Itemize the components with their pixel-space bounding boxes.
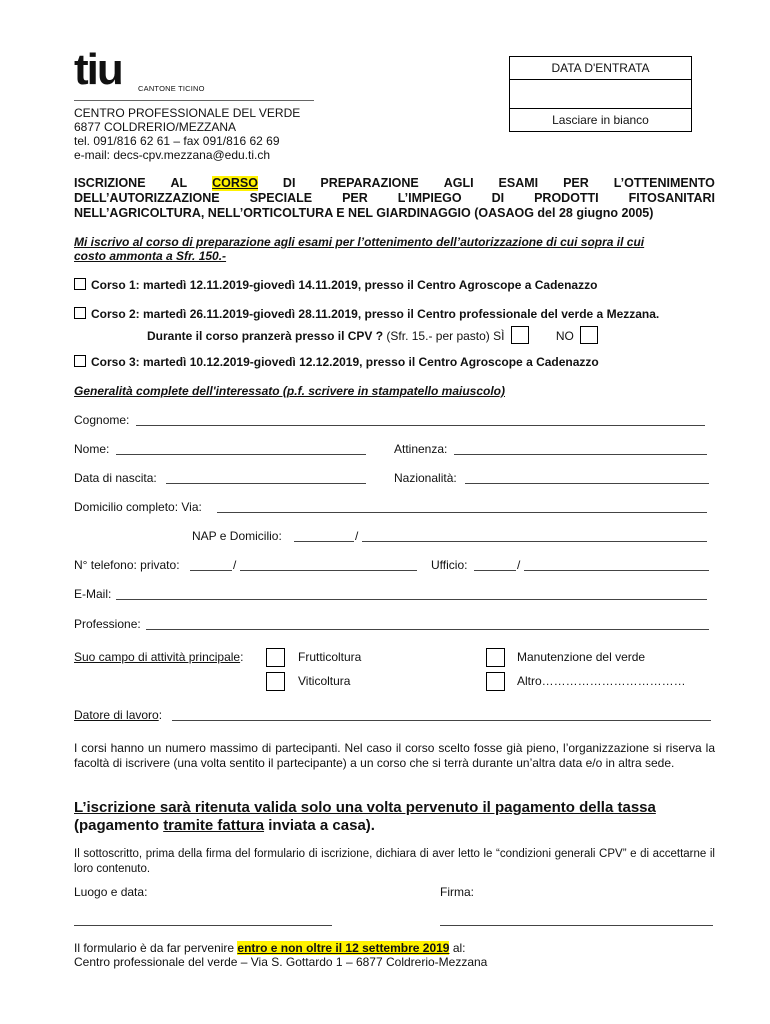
origin-input[interactable] [454,454,707,455]
title-word: ESAMI [498,176,539,190]
title-word: PREPARAZIONE [320,176,419,190]
employer-label [74,708,162,722]
title-word: DI [491,191,505,205]
email-label: E-Mail: [74,587,112,601]
profession-label: Professione: [74,617,141,631]
lunch-no-checkbox[interactable] [580,326,598,344]
course-3-checkbox[interactable] [74,355,86,367]
birthdate-input[interactable] [166,483,366,484]
employer-colon: : [158,708,163,722]
title-word: DI [282,176,296,190]
course-2-label: Corso 2: martedì 26.11.2019-giovedì 28.11.2019, presso il Centro professionale del verde a Mezzana. [91,307,660,321]
course-1-label: Corso 1: martedì 12.11.2019-giovedì 14.11.2019, presso il Centro Agroscope a Cadenazzo [91,278,598,292]
course-1-option[interactable] [74,277,597,293]
title-line: NELL’AGRICOLTURA, NELL’ORTICOLTURA E NEL GIARDINAGGIO (OASAOG del 28 giugno 2005) [74,206,654,220]
activity-field-colon: : [240,650,244,664]
street-input[interactable] [217,512,707,513]
name-input[interactable] [116,454,366,455]
payment-notice-post: inviata a casa). [264,817,375,834]
origin-label: Attinenza: [394,442,448,456]
return-address: Centro professionale del verde – Via S. Gottardo 1 – 6877 Coldrerio-Mezzana [74,955,488,969]
title-word: SPECIALE [249,191,313,205]
terms-declaration: Il sottoscritto, prima della firma del formulario di iscrizione, dichiara di aver letto le “condizioni generali CPV” e di accettarne il loro contenuto. [74,848,715,875]
intro-line: costo ammonta a Sfr. 150.- [74,249,227,263]
capacity-notice: I corsi hanno un numero massimo di partecipanti. Nel caso il corso scelto fosse già pieno, l’organizzazione si riserva la facoltà di iscrivere (una volta sentito il partecipante) a un corso che si terrà durante un’altra data e/o in altra sede. [74,741,715,770]
sender-address [74,106,300,162]
personal-data-heading: Generalità complete dell'interessato (p.f. scrivere in stampatello maiuscolo) [74,384,505,398]
place-date-input[interactable] [74,925,332,926]
phone-private-label: N° telefono: privato: [74,558,180,572]
profession-input[interactable] [146,629,709,630]
lunch-yes-label: SÌ [493,329,505,343]
address-line: CENTRO PROFESSIONALE DEL VERDE [74,106,301,120]
deadline-pre: Il formulario è da far pervenire [74,941,238,955]
title-word: L’OTTENIMENTO [613,176,715,190]
title-word: FITOSANITARI [628,191,715,205]
phone-private-prefix-input[interactable] [190,570,232,571]
lunch-price: (Sfr. 15.- per pasto) [386,329,490,343]
phone-private-number-input[interactable] [240,570,417,571]
logo-divider [74,100,314,101]
payment-notice-pre: (pagamento [74,817,164,834]
lunch-yes-checkbox[interactable] [511,326,529,344]
city-input[interactable] [362,541,707,542]
document-title [74,176,715,221]
viticulture-checkbox[interactable] [266,672,285,691]
title-word: PER [563,176,589,190]
nationality-input[interactable] [465,483,709,484]
employer-input[interactable] [172,720,711,721]
other-checkbox[interactable] [486,672,505,691]
deadline-date: entro e non oltre il 12 settembre 2019 [237,941,450,955]
address-line: 6877 COLDRERIO/MEZZANA [74,120,237,134]
street-label: Domicilio completo: Via: [74,500,202,514]
surname-input[interactable] [136,425,705,426]
logo-subtitle: CANTONE TICINO [138,84,205,93]
phone-private-separator: / [233,558,237,572]
entry-date-label: DATA D'ENTRATA [510,57,691,80]
payment-notice-line1: L’iscrizione sarà ritenuta valida solo una volta pervenuto il pagamento della tassa [74,799,656,816]
zip-city-separator: / [355,529,359,543]
title-word: PRODOTTI [534,191,599,205]
course-2-checkbox[interactable] [74,307,86,319]
fruit-growing-checkbox[interactable] [266,648,285,667]
phone-office-prefix-input[interactable] [474,570,516,571]
entry-date-box [509,56,692,132]
surname-label: Cognome: [74,413,130,427]
activity-field-label [74,650,243,664]
other-label: Altro……………………………… [517,674,686,688]
employer-text: Datore di lavoro [74,708,159,722]
activity-field-text: Suo campo di attività principale [74,650,241,664]
email-input[interactable] [116,599,707,600]
title-word: L’IMPIEGO [397,191,462,205]
phone-office-label: Ufficio: [431,558,468,572]
signature-label: Firma: [440,885,474,899]
course-intro [74,235,715,263]
intro-line: Mi iscrivo al corso di preparazione agli esami per l’ottenimento dell’autorizzazione di cui sopra il cui [74,235,645,249]
zip-input[interactable] [294,541,354,542]
submission-deadline [74,941,466,955]
cantone-ticino-logo [74,45,314,104]
lunch-question-label: Durante il corso pranzerà presso il CPV ? [147,329,384,343]
title-word-highlighted: CORSO [212,176,258,190]
entry-date-field [510,80,691,109]
zip-city-label: NAP e Domicilio: [192,529,282,543]
title-word: PER [342,191,368,205]
logo-text: tiu [74,45,122,94]
birthdate-label: Data di nascita: [74,471,157,485]
fruit-growing-label: Frutticoltura [298,650,362,664]
phone-office-separator: / [517,558,521,572]
payment-notice-invoice: tramite fattura [163,817,265,834]
address-line: tel. 091/816 62 61 – fax 091/816 62 69 [74,134,280,148]
course-1-checkbox[interactable] [74,278,86,290]
signature-input[interactable] [440,925,713,926]
lunch-question [147,326,604,344]
title-word: DELL’AUTORIZZAZIONE [74,191,220,205]
viticulture-label: Viticoltura [298,674,351,688]
title-word: AGLI [443,176,474,190]
phone-office-number-input[interactable] [524,570,709,571]
deadline-post: al: [449,941,466,955]
green-maintenance-checkbox[interactable] [486,648,505,667]
payment-notice [74,799,715,835]
course-2-option[interactable] [74,306,659,322]
place-date-label: Luogo e data: [74,885,148,899]
title-word: ISCRIZIONE [74,176,146,190]
lunch-no-label: NO [555,329,574,343]
leave-blank-note: Lasciare in bianco [552,113,649,127]
name-label: Nome: [74,442,110,456]
address-line: e-mail: decs-cpv.mezzana@edu.ti.ch [74,148,271,162]
title-word: AL [170,176,188,190]
course-3-label: Corso 3: martedì 10.12.2019-giovedì 12.12.2019, presso il Centro Agroscope a Cadenazzo [91,355,599,369]
green-maintenance-label: Manutenzione del verde [517,650,646,664]
nationality-label: Nazionalità: [394,471,457,485]
course-3-option[interactable] [74,354,599,370]
